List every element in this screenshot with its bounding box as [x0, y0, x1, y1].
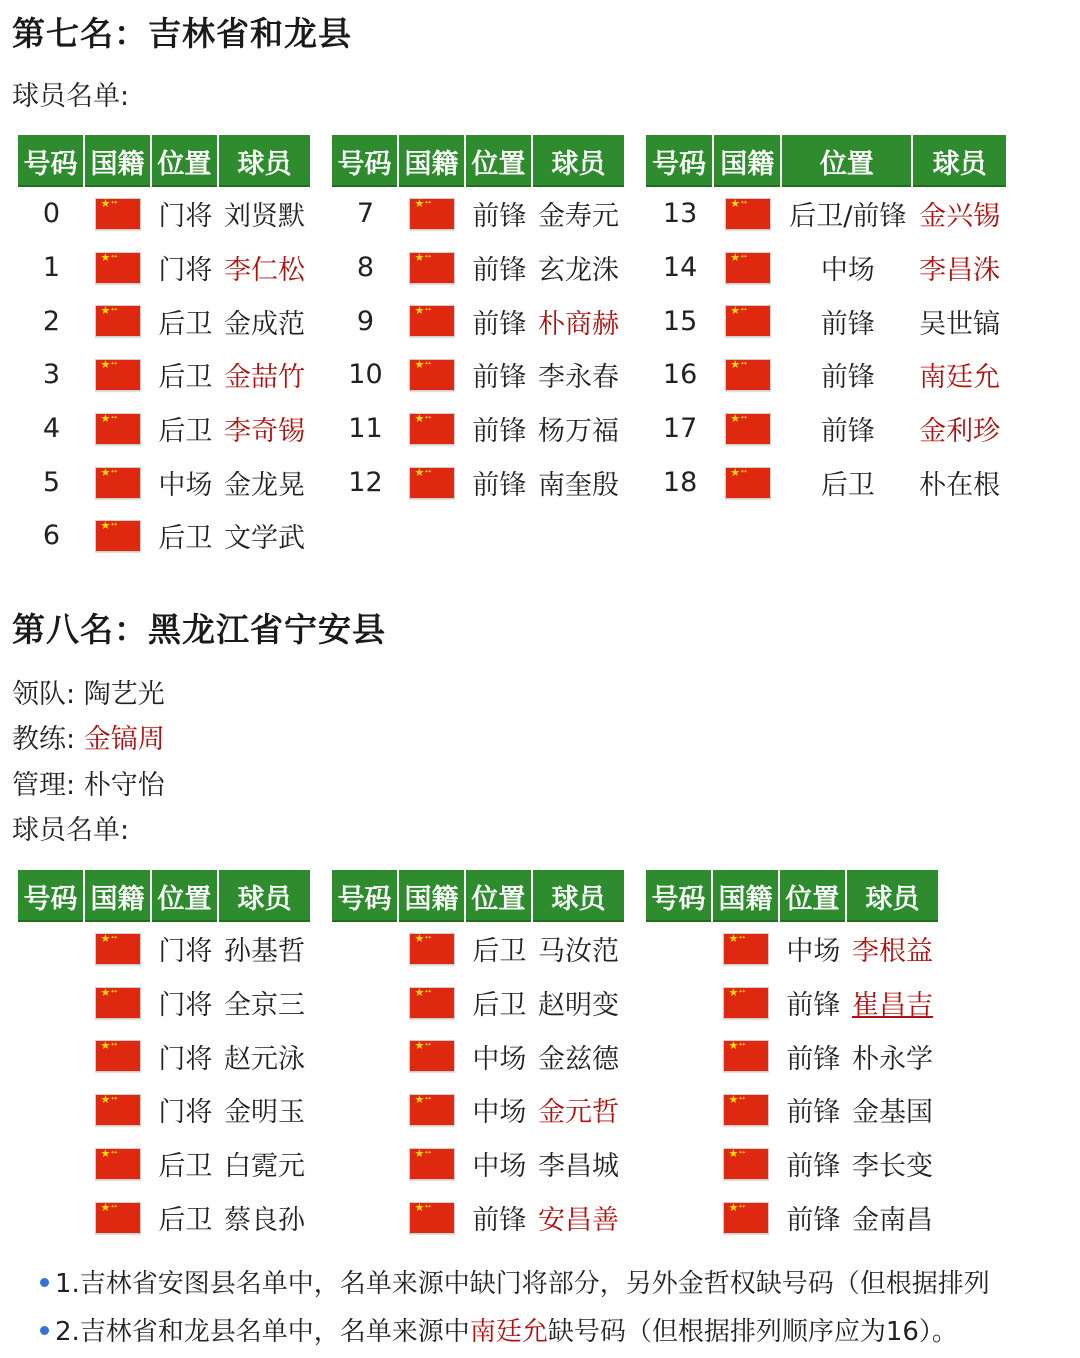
position: 前锋	[472, 469, 527, 501]
jersey-number: 6	[42, 520, 61, 552]
jersey-number: 14	[662, 252, 698, 284]
china-flag-icon	[409, 252, 455, 284]
table-row	[332, 294, 624, 348]
jersey-number	[332, 976, 399, 1030]
nationality-cell	[85, 294, 152, 348]
nationality-cell	[85, 1083, 152, 1137]
nationality-cell	[399, 241, 466, 295]
note-item	[40, 1310, 1080, 1358]
position: 门将	[158, 990, 213, 1022]
player-name: 朴在根	[919, 469, 1001, 501]
jersey-number: 8	[356, 252, 375, 284]
nationality-cell	[85, 509, 152, 563]
number-header: 号码	[646, 135, 714, 187]
nationality-cell	[399, 187, 466, 241]
china-flag-icon	[723, 1040, 769, 1072]
china-flag-icon	[725, 413, 771, 445]
nationality-cell	[399, 348, 466, 402]
player-name: 金龙晃	[223, 469, 305, 501]
number-header: 号码	[18, 870, 85, 922]
bullet-icon	[40, 1278, 49, 1287]
position-header: 位置	[152, 135, 219, 187]
nationality-header: 国籍	[399, 870, 466, 922]
note-text: 1.吉林省安图县名单中，名单来源中缺门将部分，另外金哲权缺号码（但根据排列	[55, 1269, 990, 1299]
nationality-cell	[85, 1029, 152, 1083]
china-flag-icon	[723, 1202, 769, 1234]
table-row	[332, 402, 624, 456]
jersey-number: 1	[42, 252, 61, 284]
jersey-number	[332, 1083, 399, 1137]
table-row	[332, 1083, 624, 1137]
position: 前锋	[472, 416, 527, 448]
leader-name: 陶艺光	[83, 679, 165, 710]
position: 门将	[158, 1043, 213, 1075]
table-row	[18, 509, 310, 563]
china-flag-icon	[95, 467, 141, 499]
player-name: 刘贤默	[223, 201, 305, 233]
table-row	[332, 455, 624, 509]
section8-roster-table-2	[332, 870, 624, 1244]
table-row	[332, 1190, 624, 1244]
table-header	[332, 135, 624, 187]
coach-name: 金镐周	[83, 724, 165, 755]
china-flag-icon	[725, 252, 771, 284]
section8-roster-table-3	[646, 870, 938, 1244]
nationality-cell	[713, 922, 780, 976]
player-name: 李昌洙	[919, 255, 1001, 287]
player-name: 崔昌吉	[851, 990, 933, 1022]
china-flag-icon	[409, 1040, 455, 1072]
table-row	[18, 348, 310, 402]
table-row	[18, 402, 310, 456]
nationality-cell	[714, 402, 782, 456]
jersey-number: 13	[662, 198, 698, 230]
player-name: 李长变	[851, 1151, 933, 1183]
nationality-cell	[85, 1190, 152, 1244]
player-name: 金利珍	[919, 416, 1001, 448]
nationality-cell	[714, 187, 782, 241]
china-flag-icon	[95, 933, 141, 965]
table-row	[646, 976, 938, 1030]
jersey-number: 0	[42, 198, 61, 230]
jersey-number: 11	[348, 413, 383, 445]
leader-label: 领队:	[12, 679, 76, 710]
position: 中场	[820, 255, 875, 287]
manager-name: 朴守怡	[83, 770, 165, 801]
table-row	[332, 922, 624, 976]
nationality-cell	[399, 1083, 466, 1137]
china-flag-icon	[95, 305, 141, 337]
player-name: 马汝范	[537, 936, 619, 968]
player-name: 杨万福	[537, 416, 619, 448]
table-row	[646, 348, 1006, 402]
player-name: 李永春	[537, 362, 619, 394]
nationality-cell	[399, 1190, 466, 1244]
number-header: 号码	[646, 870, 713, 922]
manager-line	[12, 763, 165, 802]
jersey-number	[646, 1137, 713, 1191]
header-row	[18, 135, 310, 187]
player-name: 金成范	[223, 308, 305, 340]
jersey-number: 3	[42, 359, 61, 391]
note-item	[40, 1262, 1080, 1310]
player-name: 玄龙洙	[537, 255, 619, 287]
position: 后卫	[158, 308, 213, 340]
player-header: 球员	[533, 870, 624, 922]
china-flag-icon	[725, 198, 771, 230]
position: 中场	[158, 469, 213, 501]
china-flag-icon	[723, 987, 769, 1019]
position: 前锋	[472, 255, 527, 287]
nationality-cell	[713, 976, 780, 1030]
table-row	[646, 455, 1006, 509]
section7-roster-table-3	[646, 135, 1006, 509]
china-flag-icon	[95, 359, 141, 391]
position: 后卫	[472, 990, 527, 1022]
nationality-cell	[713, 1029, 780, 1083]
table-header	[646, 870, 938, 922]
table-row	[332, 1137, 624, 1191]
china-flag-icon	[409, 359, 455, 391]
china-flag-icon	[95, 1040, 141, 1072]
jersey-number: 18	[662, 466, 698, 498]
player-name: 李仁松	[223, 255, 305, 287]
table-header	[332, 870, 624, 922]
position: 中场	[472, 1151, 527, 1183]
china-flag-icon	[409, 1202, 455, 1234]
position-header: 位置	[152, 870, 219, 922]
section7-title: 第七名：吉林省和龙县	[12, 14, 352, 53]
china-flag-icon	[95, 1202, 141, 1234]
china-flag-icon	[95, 520, 141, 552]
nationality-cell	[713, 1137, 780, 1191]
jersey-number: 12	[348, 466, 383, 498]
player-name: 朴商赫	[537, 308, 619, 340]
player-name: 安昌善	[537, 1204, 619, 1236]
jersey-number	[18, 1137, 85, 1191]
table-body	[18, 187, 310, 563]
position: 后卫	[158, 523, 213, 555]
nationality-cell	[85, 348, 152, 402]
position: 中场	[472, 1043, 527, 1075]
china-flag-icon	[409, 467, 455, 499]
jersey-number	[332, 1190, 399, 1244]
table-row	[18, 294, 310, 348]
note-text: 2.吉林省和龙县名单中，名单来源中	[55, 1317, 470, 1347]
position: 后卫	[820, 469, 875, 501]
player-name: 金兴锡	[919, 201, 1001, 233]
player-name: 赵元泳	[223, 1043, 305, 1075]
player-name: 金兹德	[537, 1043, 619, 1075]
player-name: 蔡良孙	[223, 1204, 305, 1236]
number-header: 号码	[332, 870, 399, 922]
jersey-number: 9	[356, 305, 375, 337]
position-header: 位置	[466, 870, 533, 922]
section7-roster-table-1	[18, 135, 310, 563]
header-row	[18, 870, 310, 922]
player-name: 金基国	[851, 1097, 933, 1129]
china-flag-icon	[725, 467, 771, 499]
table-header	[18, 870, 310, 922]
china-flag-icon	[725, 359, 771, 391]
position-header: 位置	[780, 870, 847, 922]
nationality-cell	[714, 348, 782, 402]
china-flag-icon	[725, 305, 771, 337]
header-row	[332, 135, 624, 187]
player-header: 球员	[219, 135, 310, 187]
jersey-number: 7	[356, 198, 375, 230]
nationality-cell	[85, 187, 152, 241]
player-name: 金明玉	[223, 1097, 305, 1129]
player-name: 李根益	[851, 936, 933, 968]
jersey-number	[332, 1137, 399, 1191]
table-row	[332, 976, 624, 1030]
table-body	[646, 187, 1006, 509]
nationality-cell	[399, 402, 466, 456]
jersey-number	[332, 1029, 399, 1083]
position: 前锋	[820, 308, 875, 340]
jersey-number: 5	[42, 466, 61, 498]
china-flag-icon	[723, 1094, 769, 1126]
jersey-number	[18, 976, 85, 1030]
table-row	[646, 402, 1006, 456]
player-name: 李昌城	[537, 1151, 619, 1183]
position: 前锋	[472, 308, 527, 340]
position: 前锋	[786, 1151, 841, 1183]
player-name: 文学武	[223, 523, 305, 555]
table-row	[646, 294, 1006, 348]
player-name: 金喆竹	[223, 362, 305, 394]
nationality-cell	[85, 241, 152, 295]
position: 门将	[158, 201, 213, 233]
nationality-cell	[85, 922, 152, 976]
section7-roster-table-2	[332, 135, 624, 509]
nationality-cell	[399, 1029, 466, 1083]
position: 后卫	[158, 1151, 213, 1183]
position: 中场	[472, 1097, 527, 1129]
header-row	[646, 135, 1006, 187]
player-name: 南廷允	[919, 362, 1001, 394]
position: 前锋	[786, 990, 841, 1022]
jersey-number	[18, 1083, 85, 1137]
jersey-number: 16	[662, 359, 698, 391]
table-row	[332, 241, 624, 295]
table-row	[18, 1190, 310, 1244]
jersey-number	[646, 1029, 713, 1083]
position: 前锋	[786, 1043, 841, 1075]
player-name: 朴永学	[851, 1043, 933, 1075]
table-row	[18, 1029, 310, 1083]
china-flag-icon	[95, 413, 141, 445]
player-name: 李奇锡	[223, 416, 305, 448]
player-name: 南奎殷	[537, 469, 619, 501]
jersey-number	[332, 922, 399, 976]
table-body	[18, 922, 310, 1244]
number-header: 号码	[18, 135, 85, 187]
player-name: 金寿元	[537, 201, 619, 233]
nationality-cell	[714, 294, 782, 348]
table-row	[18, 922, 310, 976]
position: 门将	[158, 936, 213, 968]
position: 后卫/前锋	[789, 201, 907, 233]
nationality-cell	[713, 1190, 780, 1244]
nationality-cell	[713, 1083, 780, 1137]
position: 门将	[158, 1097, 213, 1129]
jersey-number: 10	[348, 359, 383, 391]
china-flag-icon	[95, 1094, 141, 1126]
china-flag-icon	[409, 933, 455, 965]
position: 前锋	[820, 362, 875, 394]
nationality-cell	[399, 455, 466, 509]
nationality-header: 国籍	[399, 135, 466, 187]
nationality-cell	[399, 976, 466, 1030]
jersey-number	[646, 1083, 713, 1137]
jersey-number	[18, 1190, 85, 1244]
table-row	[646, 1137, 938, 1191]
coach-line	[12, 717, 165, 756]
nationality-cell	[85, 402, 152, 456]
player-name: 金元哲	[537, 1097, 619, 1129]
position: 后卫	[158, 362, 213, 394]
player-header: 球员	[847, 870, 938, 922]
section8-roster-label: 球员名单:	[12, 815, 130, 846]
china-flag-icon	[409, 987, 455, 1019]
table-body	[332, 922, 624, 1244]
position: 门将	[158, 255, 213, 287]
jersey-number: 17	[662, 413, 698, 445]
jersey-number: 2	[42, 305, 61, 337]
player-header: 球员	[533, 135, 624, 187]
position-header: 位置	[466, 135, 533, 187]
nationality-cell	[399, 922, 466, 976]
note-text-end: 缺号码（但根据排列顺序应为16）。	[547, 1317, 958, 1347]
nationality-cell	[399, 294, 466, 348]
china-flag-icon	[723, 1148, 769, 1180]
nationality-header: 国籍	[85, 135, 152, 187]
table-body	[646, 922, 938, 1244]
table-row	[18, 976, 310, 1030]
position: 前锋	[472, 201, 527, 233]
header-row	[332, 870, 624, 922]
leader-line	[12, 672, 165, 711]
china-flag-icon	[409, 198, 455, 230]
nationality-header: 国籍	[713, 870, 780, 922]
table-row	[646, 1190, 938, 1244]
table-row	[18, 455, 310, 509]
table-row	[646, 187, 1006, 241]
jersey-number: 4	[42, 413, 61, 445]
position: 前锋	[786, 1097, 841, 1129]
nationality-cell	[85, 976, 152, 1030]
player-name: 金南昌	[851, 1204, 933, 1236]
number-header: 号码	[332, 135, 399, 187]
jersey-number	[646, 1190, 713, 1244]
bullet-icon	[40, 1326, 49, 1335]
jersey-number	[646, 922, 713, 976]
player-name: 全京三	[223, 990, 305, 1022]
china-flag-icon	[95, 198, 141, 230]
manager-label: 管理:	[12, 770, 76, 801]
coach-label: 教练:	[12, 724, 76, 755]
table-header	[646, 135, 1006, 187]
jersey-number	[18, 922, 85, 976]
table-row	[18, 187, 310, 241]
table-row	[332, 187, 624, 241]
china-flag-icon	[409, 413, 455, 445]
position: 中场	[786, 936, 841, 968]
section8-title: 第八名：黑龙江省宁安县	[12, 610, 386, 649]
table-row	[18, 1137, 310, 1191]
table-row	[646, 241, 1006, 295]
nationality-cell	[85, 1137, 152, 1191]
player-header: 球员	[219, 870, 310, 922]
notes-list	[40, 1262, 1080, 1358]
position: 前锋	[786, 1204, 841, 1236]
position: 后卫	[472, 936, 527, 968]
position: 后卫	[158, 416, 213, 448]
player-name: 吴世镐	[919, 308, 1001, 340]
table-row	[332, 348, 624, 402]
china-flag-icon	[95, 1148, 141, 1180]
table-row	[646, 1029, 938, 1083]
china-flag-icon	[409, 305, 455, 337]
table-body	[332, 187, 624, 509]
section8-roster-table-1	[18, 870, 310, 1244]
nationality-header: 国籍	[85, 870, 152, 922]
player-name: 赵明变	[537, 990, 619, 1022]
table-row	[646, 1083, 938, 1137]
china-flag-icon	[409, 1148, 455, 1180]
table-row	[646, 922, 938, 976]
nationality-cell	[85, 455, 152, 509]
nationality-cell	[399, 1137, 466, 1191]
position-header: 位置	[782, 135, 913, 187]
table-row	[18, 241, 310, 295]
china-flag-icon	[409, 1094, 455, 1126]
position: 前锋	[820, 416, 875, 448]
nationality-cell	[714, 241, 782, 295]
table-row	[18, 1083, 310, 1137]
table-row	[332, 1029, 624, 1083]
player-name: 白霓元	[223, 1151, 305, 1183]
player-header: 球员	[913, 135, 1006, 187]
position: 前锋	[472, 362, 527, 394]
jersey-number	[646, 976, 713, 1030]
player-name: 孙基哲	[223, 936, 305, 968]
header-row	[646, 870, 938, 922]
china-flag-icon	[723, 933, 769, 965]
section7-roster-label: 球员名单:	[12, 81, 130, 112]
jersey-number	[18, 1029, 85, 1083]
nationality-header: 国籍	[714, 135, 782, 187]
table-header	[18, 135, 310, 187]
china-flag-icon	[95, 987, 141, 1019]
note-highlight: 南廷允	[469, 1317, 548, 1347]
position: 后卫	[158, 1204, 213, 1236]
nationality-cell	[714, 455, 782, 509]
china-flag-icon	[95, 252, 141, 284]
jersey-number: 15	[662, 305, 698, 337]
position: 前锋	[472, 1204, 527, 1236]
